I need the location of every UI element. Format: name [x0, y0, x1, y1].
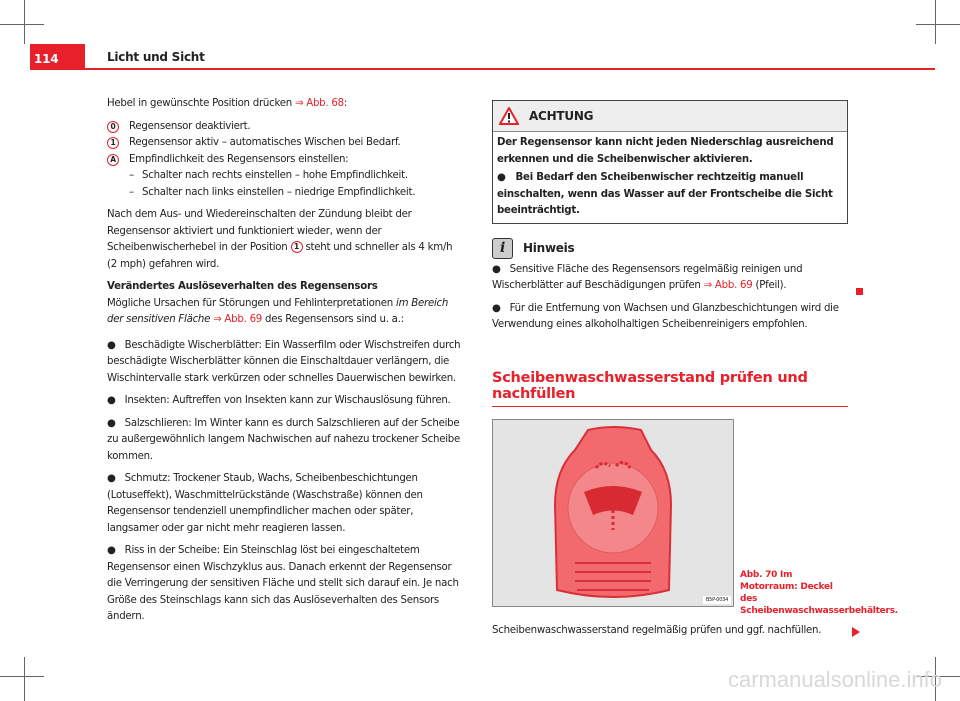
position-marker: 0 — [107, 121, 119, 133]
bullet-item: ● Riss in der Scheibe: Ein Steinschlag löst bei eingeschaltetem Regensensor einen Wischzyklus aus. Danach erkennt der Regensensor die Verringerung der sensitiven Fläche und stellt sich darauf ein. Je nach Größe des Steinschlags kann sich das Auslöseverhalten des Sensors ändern. — [107, 545, 459, 622]
info-icon: i — [492, 238, 513, 259]
sub-item: – Schalter nach links einstellen – niedrige Empfindlichkeit. — [129, 186, 416, 198]
header-rule — [30, 68, 935, 70]
body-text: Scheibenwaschwasserstand regelmäßig prüfen und ggf. nachfüllen. — [492, 624, 822, 636]
paragraph: Mögliche Ursachen für Störungen und Fehlinterpretationen im Bereich der sensitiven Fläche ⇒ Abb. 69 des Regensensors sind u. a.: — [107, 297, 449, 325]
bullet-item: ● Schmutz: Trockener Staub, Wachs, Scheibenbeschichtungen (Lotuseffekt), Waschmittelrückstände (Waschstraße) können den Regensensor tendenziell unempfindlicher machen oder später, langsamer oder gar nicht mehr reagieren lassen. — [107, 473, 423, 534]
intro: Hebel in gewünschte Position drücken ⇒ Abb. 68: — [107, 98, 348, 109]
bullet-item: ● Salzschlieren: Im Winter kann es durch Salzschlieren auf der Scheibe zu außergewöhnlich langem Nachwischen auf nahezu trockener Scheibe kommen. — [107, 417, 461, 462]
position-marker: 1 — [291, 241, 303, 253]
chapter-title: Licht und Sicht — [107, 50, 205, 64]
subheading: Verändertes Auslöseverhalten des Regensensors — [107, 281, 378, 292]
bullet-item: ● Insekten: Auftreffen von Insekten kann zur Wischauslösung führen. — [107, 395, 451, 406]
hint-header: i Hinweis — [492, 238, 848, 259]
hint-bullet: ● Für die Entfernung von Wachsen und Glanzbeschichtungen wird die Verwendung eines alkoholhaltigen Scheibenreinigers empfohlen. — [492, 302, 839, 330]
section-title: Scheibenwaschwasserstand prüfen und nachfüllen — [492, 370, 848, 407]
warning-triangle-icon — [499, 107, 519, 125]
position-item: 1 Regensensor aktiv – automatisches Wischen bei Bedarf. — [107, 135, 465, 152]
figure-link[interactable]: ⇒ Abb. 68 — [294, 98, 344, 109]
warning-box: ACHTUNG Der Regensensor kann nicht jeden Niederschlag ausreichend erkennen und die Scheibenwischer aktivieren. ● Bei Bedarf den Scheibenwischer rechtzeitig manuell einschalten, wenn das Wasser auf der Frontscheibe die Sicht beeinträchtigt. — [492, 100, 848, 224]
left-column — [107, 96, 465, 626]
figure — [492, 419, 898, 616]
bullet-item: ● Beschädigte Wischerblätter: Ein Wasserfilm oder Wischstreifen durch beschädigte Wischerblätter können die Einschaltdauer verlängern, die Wischintervalle stark verkürzen oder schnelles Dauerwischen bewirken. — [107, 339, 461, 384]
page-number: 114 — [30, 44, 85, 69]
warning-bullet: ● Bei Bedarf den Scheibenwischer rechtzeitig manuell einschalten, wenn das Wasser auf der Frontscheibe die Sicht beeinträchtigt. — [497, 172, 833, 216]
position-item: 0 Regensensor deaktiviert. — [107, 119, 465, 136]
hint-bullet: ● Sensitive Fläche des Regensensors regelmäßig reinigen und Wischerblätter auf Beschädigungen prüfen ⇒ Abb. 69 (Pfeil). — [492, 263, 803, 291]
watermark: carmanualsonline.info — [727, 667, 942, 692]
figure-code: B5P-0034 — [703, 596, 731, 604]
bullet-list — [107, 338, 465, 626]
figure-link[interactable]: ⇒ Abb. 69 — [703, 280, 753, 291]
figure-link[interactable]: ⇒ Abb. 69 — [210, 314, 263, 325]
position-marker: A — [107, 154, 119, 166]
figure-image — [492, 419, 734, 607]
continue-arrow-icon — [852, 627, 860, 637]
paragraph: Nach dem Aus- und Wiedereinschalten der Zündung bleibt der Regensensor aktiviert und funktioniert wieder, wenn der Scheibenwischerhebel in der Position 1 steht und schneller als 4 km/h (2 mph) gefahren wird. — [107, 209, 453, 270]
section-end-marker — [856, 288, 863, 295]
right-column — [492, 100, 898, 639]
figure-caption: Abb. 70 Im Motorraum: Deckel des Scheibenwaschwasserbehälters. — [740, 569, 898, 616]
washer-cap-illustration — [493, 420, 733, 606]
position-item: A Empfindlichkeit des Regensensors einstellen: — [107, 152, 465, 169]
warning-title: ACHTUNG — [529, 109, 594, 123]
sub-item: – Schalter nach rechts einstellen – hohe Empfindlichkeit. — [129, 170, 408, 181]
position-marker: 1 — [107, 137, 119, 149]
